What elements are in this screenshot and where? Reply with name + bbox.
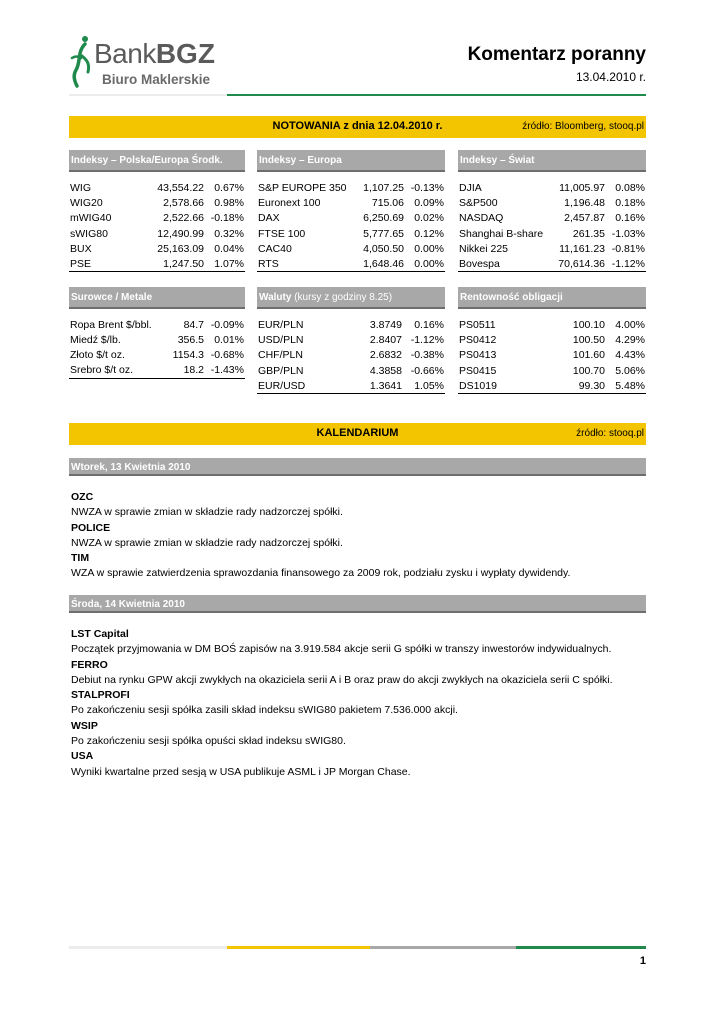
- cell-value: 12,490.99: [157, 227, 204, 240]
- bank-subtitle: Biuro Maklerskie: [102, 72, 211, 87]
- cell-change: -1.03%: [611, 227, 645, 240]
- cell-change: 0.00%: [414, 242, 444, 255]
- cell-name: WIG: [70, 181, 91, 194]
- group-header-europe: Indeksy – Europa: [257, 150, 445, 172]
- event-text: NWZA w sprawie zmian w składzie rady nadzorczej spółki.: [71, 506, 343, 519]
- table-bonds: [458, 317, 646, 394]
- event-text: WZA w sprawie zatwierdzenia sprawozdania finansowego za 2009 rok, podziału zysku i wypłaty dywidendy.: [71, 567, 571, 580]
- page-number: 1: [639, 955, 646, 967]
- table-row: [69, 195, 245, 210]
- event-company: USA: [71, 750, 94, 763]
- cell-change: 0.18%: [615, 196, 645, 209]
- event-company: OZC: [71, 491, 94, 503]
- cell-change: 5.48%: [606, 378, 646, 393]
- cell-change: 0.02%: [414, 212, 444, 225]
- footer-divider: [69, 946, 227, 949]
- cell-name: S&P500: [459, 196, 498, 209]
- table-row: [69, 241, 245, 256]
- cell-change: 0.01%: [214, 333, 244, 346]
- event-text: Początek przyjmowania w DM BOŚ zapisów na 3.919.584 akcje serii G spółki w transzy inwestorów indywidualnych.: [71, 643, 612, 656]
- event-company: WSIP: [71, 719, 98, 732]
- event-company: LST Capital: [71, 628, 129, 640]
- table-row: [69, 226, 245, 241]
- cell-value: 18.2: [165, 363, 205, 378]
- cell-name: EUR/PLN: [258, 318, 304, 331]
- cell-value: 11,005.97: [559, 181, 605, 194]
- cell-change: -1.12%: [410, 333, 444, 346]
- cell-value: 101.60: [572, 349, 605, 362]
- table-poland: [69, 180, 245, 272]
- cell-name: Euronext 100: [258, 196, 321, 209]
- header-divider-accent: [227, 94, 646, 96]
- event-text: Po zakończeniu sesji spółka opuści skład indeksu sWIG80.: [71, 735, 346, 748]
- bgz-figure-icon: [68, 34, 94, 88]
- cell-change: -1.43%: [205, 363, 245, 378]
- table-row: [257, 363, 445, 378]
- cell-change: -1.12%: [606, 256, 646, 271]
- cell-name: EUR/USD: [257, 378, 353, 393]
- cell-name: DJIA: [459, 181, 482, 194]
- cell-name: Bovespa: [458, 256, 546, 271]
- cell-change: -0.18%: [210, 212, 244, 225]
- cell-name: WIG20: [70, 196, 103, 209]
- cell-change: -0.81%: [611, 242, 645, 255]
- cell-name: Ropa Brent $/bbl.: [70, 318, 152, 331]
- cell-name: PS0412: [459, 333, 497, 346]
- group-header-commodities: Surowce / Metale: [69, 287, 245, 309]
- calendar-source: źródło: stooq.pl: [576, 428, 644, 439]
- event-company: TIM: [71, 552, 90, 565]
- cell-change: -0.38%: [410, 349, 444, 362]
- quotes-title: NOTOWANIA z dnia 12.04.2010 r.: [272, 120, 443, 132]
- cell-name: DS1019: [458, 378, 554, 393]
- cell-value: 1.3641: [353, 378, 403, 393]
- cell-name: DAX: [258, 212, 280, 225]
- cell-name: PS0413: [459, 349, 497, 362]
- table-row: [458, 256, 646, 271]
- table-row: [458, 226, 646, 241]
- cell-name: FTSE 100: [258, 227, 306, 240]
- cell-name: BUX: [70, 242, 92, 255]
- table-row: [257, 256, 445, 271]
- table-row: [69, 348, 245, 363]
- cell-value: 2,522.66: [163, 212, 204, 225]
- cell-value: 1154.3: [172, 349, 204, 362]
- cell-name: CAC40: [258, 242, 292, 255]
- cell-name: Shanghai B-share: [459, 227, 544, 240]
- event-text: Wyniki kwartalne przed sesją w USA publikuje ASML i JP Morgan Chase.: [71, 765, 411, 778]
- document-date: 13.04.2010 r.: [575, 70, 646, 84]
- cell-change: -0.66%: [410, 364, 444, 377]
- cell-value: 1,107.25: [363, 181, 404, 194]
- footer-divider-accent: [516, 946, 646, 949]
- cell-name: USD/PLN: [258, 333, 304, 346]
- table-row: [69, 363, 245, 378]
- quotes-source: źródło: Bloomberg, stooq.pl: [522, 121, 644, 132]
- cell-change: 0.67%: [214, 181, 244, 194]
- bank-name-part2: BGZ: [155, 38, 215, 69]
- table-row: [257, 195, 445, 210]
- cell-change: 0.09%: [414, 196, 444, 209]
- group-header-currencies: [257, 287, 445, 309]
- currencies-note: (kursy z godziny 8.25): [291, 292, 393, 303]
- footer-divider: [370, 946, 516, 949]
- cell-name: sWIG80: [70, 227, 108, 240]
- cell-change: -0.13%: [410, 181, 444, 194]
- cell-value: 4.3858: [369, 364, 402, 377]
- table-row: [257, 332, 445, 347]
- cell-value: 2.8407: [369, 333, 402, 346]
- group-header-world: Indeksy – Świat: [458, 150, 646, 172]
- table-row: [458, 180, 646, 195]
- table-commodities: [69, 317, 245, 379]
- cell-change: 4.43%: [615, 349, 645, 362]
- cell-change: 0.00%: [405, 256, 445, 271]
- table-row: [257, 378, 445, 393]
- document-title: Komentarz poranny: [467, 44, 646, 65]
- table-row: [458, 211, 646, 226]
- table-row: [458, 241, 646, 256]
- calendar-day-events: [71, 490, 646, 582]
- cell-value: 4,050.50: [363, 242, 404, 255]
- cell-value: 84.7: [183, 318, 204, 331]
- table-world: [458, 180, 646, 272]
- table-row: [257, 317, 445, 332]
- table-europe: [257, 180, 445, 272]
- cell-change: 5.06%: [615, 364, 645, 377]
- cell-value: 1,648.46: [353, 256, 405, 271]
- table-row: [69, 256, 245, 271]
- event-company: FERRO: [71, 658, 108, 671]
- cell-change: 0.32%: [214, 227, 244, 240]
- cell-name: mWIG40: [70, 212, 112, 225]
- table-row: [69, 317, 245, 332]
- table-row: [458, 195, 646, 210]
- cell-change: 0.12%: [414, 227, 444, 240]
- cell-value: 715.06: [371, 196, 404, 209]
- header-divider: [69, 94, 227, 96]
- group-header-poland: Indeksy – Polska/Europa Środk.: [69, 150, 245, 172]
- cell-name: NASDAQ: [459, 212, 504, 225]
- cell-change: -0.68%: [210, 349, 244, 362]
- event-text: Po zakończeniu sesji spółka zasili skład indeksu sWIG80 pakietem 7.536.000 akcji.: [71, 704, 458, 717]
- table-row: [257, 180, 445, 195]
- currencies-title: Waluty: [259, 292, 292, 303]
- cell-value: 100.70: [572, 364, 605, 377]
- cell-name: PS0415: [459, 364, 497, 377]
- cell-value: 100.10: [572, 318, 605, 331]
- cell-change: 1.05%: [403, 378, 445, 393]
- table-row: [458, 317, 646, 332]
- calendar-title: KALENDARIUM: [316, 427, 399, 439]
- table-row: [69, 332, 245, 347]
- bank-name: [94, 38, 215, 70]
- cell-value: 6,250.69: [363, 212, 404, 225]
- event-text: NWZA w sprawie zmian w składzie rady nadzorczej spółki.: [71, 536, 343, 549]
- group-header-bonds: Rentowność obligacji: [458, 287, 646, 309]
- cell-name: CHF/PLN: [258, 349, 303, 362]
- calendar-day-header: Wtorek, 13 Kwietnia 2010: [69, 458, 646, 476]
- table-row: [257, 211, 445, 226]
- calendar-bar: [69, 423, 646, 445]
- cell-name: Nikkei 225: [459, 242, 509, 255]
- table-row: [458, 363, 646, 378]
- cell-value: 2.6832: [369, 349, 402, 362]
- table-row: [458, 378, 646, 393]
- table-row: [257, 226, 445, 241]
- cell-name: RTS: [257, 256, 353, 271]
- cell-value: 99.30: [554, 378, 606, 393]
- cell-value: 25,163.09: [157, 242, 204, 255]
- cell-name: Złoto $/t oz.: [70, 349, 125, 362]
- cell-change: 0.16%: [615, 212, 645, 225]
- cell-value: 5,777.65: [363, 227, 404, 240]
- cell-value: 3.8749: [369, 318, 402, 331]
- cell-change: 0.04%: [214, 242, 244, 255]
- cell-value: 2,578.66: [163, 196, 204, 209]
- cell-value: 261.35: [572, 227, 605, 240]
- table-row: [257, 348, 445, 363]
- cell-change: 0.08%: [615, 181, 645, 194]
- table-row: [257, 241, 445, 256]
- bank-name-part1: Bank: [94, 38, 156, 69]
- cell-change: 0.98%: [214, 196, 244, 209]
- event-company: STALPROFI: [71, 689, 130, 702]
- cell-change: 4.29%: [615, 333, 645, 346]
- table-row: [69, 180, 245, 195]
- table-currencies: [257, 317, 445, 394]
- table-row: [458, 348, 646, 363]
- cell-name: S&P EUROPE 350: [258, 181, 347, 194]
- cell-value: 356.5: [177, 333, 204, 346]
- cell-value: 70,614.36: [546, 256, 606, 271]
- event-text: Debiut na rynku GPW akcji zwykłych na okaziciela serii A i B oraz praw do akcji zwykłych na okaziciela serii C spółki.: [71, 673, 613, 686]
- cell-change: -0.09%: [210, 318, 244, 331]
- calendar-day-events: [71, 627, 646, 780]
- cell-value: 100.50: [572, 333, 605, 346]
- cell-change: 0.16%: [414, 318, 444, 331]
- table-row: [69, 211, 245, 226]
- table-row: [458, 332, 646, 347]
- bank-logo: [68, 34, 248, 94]
- cell-value: 43,554.22: [157, 181, 204, 194]
- cell-name: GBP/PLN: [258, 364, 304, 377]
- quotes-bar: [69, 116, 646, 138]
- cell-name: Miedź $/lb.: [70, 333, 121, 346]
- cell-value: 1,247.50: [147, 256, 205, 271]
- event-company: POLICE: [71, 521, 111, 534]
- footer-divider: [227, 946, 370, 949]
- cell-name: PSE: [69, 256, 147, 271]
- calendar-day-header: Środa, 14 Kwietnia 2010: [69, 595, 646, 613]
- cell-change: 4.00%: [615, 318, 645, 331]
- cell-name: Srebro $/t oz.: [69, 363, 165, 378]
- cell-value: 2,457.87: [564, 212, 605, 225]
- cell-name: PS0511: [459, 318, 496, 331]
- cell-value: 11,161.23: [559, 242, 605, 255]
- cell-value: 1,196.48: [564, 196, 605, 209]
- cell-change: 1.07%: [205, 256, 245, 271]
